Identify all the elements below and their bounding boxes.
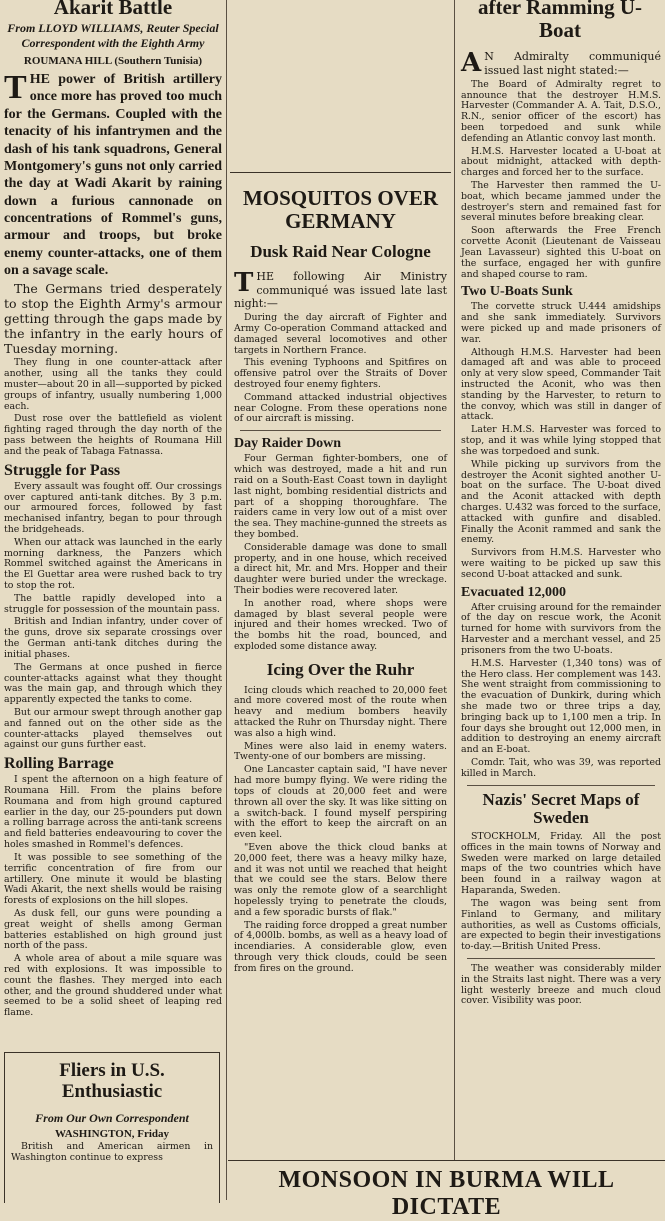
paragraph: As dusk fell, our guns were pounding a great weight of shells among German batteries established on high ground just north of the pass. xyxy=(4,907,222,952)
paragraph: During the day aircraft of Fighter and Army Co-operation Command attacked and damaged several locomotives and other targets in Northern France. xyxy=(234,312,447,356)
paragraph: Command attacked industrial objectives near Cologne. From these operations none of our aircraft is missing. xyxy=(234,391,447,425)
paragraph: The Germans tried desperately to stop the Eighth Army's armour getting through the gaps made by the infantry in the early hours of Tuesday morning. xyxy=(4,281,222,357)
paragraph: After cruising around for the remainder of the day on rescue work, the Aconit turned for home with survivors from the Harvester and a merchant vessel, and 25 prisoners from the two U-boats. xyxy=(461,601,661,656)
paragraph: "Even above the thick cloud banks at 20,000 feet, there was a heavy milky haze, and it was not until we reached that height that we could see the stars. Below there was only the remote glow of a searchlight hopelessly trying to penetrate the clouds, and a few sporadic bursts of flak." xyxy=(234,841,447,918)
divider xyxy=(467,958,655,959)
dateline: WASHINGTON, Friday xyxy=(54,1127,170,1140)
subhead-day-raider: Day Raider Down xyxy=(234,436,342,452)
paragraph: British and American airmen in Washington continue to express xyxy=(11,1140,213,1163)
paragraph: I spent the afternoon on a high feature of Roumana Hill. From the plains before Roumana and from high ground captured earlier in the day, our 25-pounders put down a rolling barrage across the anti-tank screens and field batteries endeavouring to cover the holes smashed in Rommel's defences. xyxy=(4,774,222,851)
paragraph: Mines were also laid in enemy waters. Twenty-one of our bombers are missing. xyxy=(234,740,447,763)
paragraph: The Harvester then rammed the U-boat, which became jammed under the destroyer's stern and remained fast for several minutes before breaking clear. xyxy=(461,180,661,224)
paragraph: The weather was considerably milder in the Straits last night. There was a very light westerly breeze and much cloud cover. Visibility was poor. xyxy=(461,962,661,1007)
paragraph: They flung in one counter-attack after another, using all the tanks they could muster—about 20 in all—supported by picked groups of infantry, usually numbering 1,000 each. xyxy=(4,357,222,412)
byline: From LLOYD WILLIAMS, Reuter Special Correspondent with the Eighth Army xyxy=(7,21,219,51)
paragraph: The Board of Admiralty regret to announce that the destroyer H.M.S. Harvester (Commander A. A. Tait, D.S.O., R.N., senior officer of the escort) has been torpedoed and sunk while defending an Atlantic convoy last month. xyxy=(461,78,661,144)
subhead-rolling-barrage: Rolling Barrage xyxy=(4,755,114,773)
headline-mosquitos: MOSQUITOS OVER GERMANY xyxy=(242,186,439,234)
headline-secret-maps: Nazis' Secret Maps of Sweden xyxy=(482,789,640,828)
headline-icing: Icing Over the Ruhr xyxy=(266,659,415,679)
paragraph: The Germans at once pushed in fierce counter-attacks against what they thought was the main gap, and through which they apparently expected the tanks to come. xyxy=(4,661,222,706)
spillover-area xyxy=(228,0,453,172)
paragraph: Every assault was fought off. Our crossings over captured anti-tank ditches. By 3 p.m. our armoured forces, followed by fast mechanised infantry, began to pour through the bridgeheads. xyxy=(4,480,222,535)
paragraph: In another road, where shops were damaged by blast several people were injured and their homes wrecked. Two of the bombs hit the road, bounced, and exploded some distance away. xyxy=(234,597,447,653)
lead-paragraph: THE following Air Ministry communiqué was issued late last night:— xyxy=(234,267,447,311)
paragraph: The raiding force dropped a great number of 4,000lb. bombs, as well as a heavy load of incendiaries. A considerable glow, even through very thick clouds, could be seen from fires on the ground. xyxy=(234,919,447,974)
paragraph: Four German fighter-bombers, one of which was destroyed, made a hit and run raid on a South-East Coast town in daylight last night, bombing residential districts and part of a shopping thoroughfare. The raiders came in very low out of a mist over the sea. They machine-gunned the streets as they bombed. xyxy=(234,453,447,540)
subhead-dusk-raid: Dusk Raid Near Cologne xyxy=(250,242,431,262)
paragraph: This evening Typhoons and Spitfires on offensive patrol over the Straits of Dover destroyed four enemy fighters. xyxy=(234,357,447,390)
column-u-boat xyxy=(455,0,665,1200)
paragraph: Although H.M.S. Harvester had been damaged aft and was able to proceed only at very slow speed, Commander Tait instructed the Aconit, who was then standing by the Harvester, to return to the convoy, which was still in danger of attack. xyxy=(461,346,661,423)
lead-paragraph: THE power of British artillery once more has proved too much for the Germans. Coupled with the tenacity of his infantrymen and the dash of his tank squadrons, General Montgomery's guns not only carried the day at Wadi Akarit by raining down a furious cannonade on concentrations of Rommel's guns, armour and troops, but broke enemy counter-attacks, one of them on a savage scale. xyxy=(4,69,222,279)
divider xyxy=(240,430,441,431)
bottom-headline-bar xyxy=(228,1160,665,1220)
paragraph: British and Indian infantry, under cover of the guns, drove six separate crossings over the German anti-tank ditches during the initial phases. xyxy=(4,616,222,660)
paragraph: A whole area of about a mile square was red with explosions. It was impossible to count the flashes. They merged into each other, and the ground shuddered under what seemed to be a solid sheet of leaping red flame. xyxy=(4,953,222,1019)
divider xyxy=(467,785,655,786)
headline-monsoon: MONSOON IN BURMA WILL DICTATE xyxy=(278,1167,615,1220)
paragraph: Comdr. Tait, who was 39, was reported killed in March. xyxy=(461,757,661,779)
drop-cap: T xyxy=(234,267,254,298)
column-rule xyxy=(226,0,227,1200)
dateline: ROUMANA HILL (Southern Tunisia) xyxy=(23,55,203,68)
lead-paragraph: A N Admiralty communiqué issued last night stated:— xyxy=(461,48,661,79)
paragraph: The wagon was being sent from Finland to Germany, and military authorities, as well as Customs officials, are expected to begin their investigations to-day.—British United Press. xyxy=(461,897,661,953)
box-rule xyxy=(230,172,451,173)
headline-fliers: Fliers in U.S. Enthusiastic xyxy=(59,1060,165,1102)
paragraph: Considerable damage was done to small property, and in one house, which received a direct hit, Mr. and Mrs. Hopper and their daughter were buried under the wreckage. Their bodies were recovered later. xyxy=(234,541,447,596)
headline-akarit-battle: Akarit Battle xyxy=(53,0,173,19)
paragraph: The battle rapidly developed into a struggle for possession of the mountain pass. xyxy=(4,592,222,615)
subhead-evacuated: Evacuated 12,000 xyxy=(461,584,566,600)
paragraph: While picking up survivors from the destroyer the Aconit sighted another U-boat on the surface. The U-boat dived and the Aconit attacked with depth charges. U.432 was forced to the surface, attacked with gunfire and disabled. Finally the Aconit rammed and sank the enemy. xyxy=(461,458,661,546)
paragraph: When our attack was launched in the early morning darkness, the Panzers which Rommel switched against the Americans in the El Guettar area were rushed back to try to stop the rot. xyxy=(4,536,222,592)
byline: From Our Own Correspondent xyxy=(35,1110,189,1125)
column-akarit-battle xyxy=(0,0,226,1200)
paragraph: Dust rose over the battlefield as violent fighting raged through the day north of the pass between the heights of Roumana Hill and the peak of Tabaga Fatnassa. xyxy=(4,413,222,457)
paragraph: Later H.M.S. Harvester was forced to stop, and it was while lying stopped that she was torpedoed and sunk. xyxy=(461,424,661,457)
paragraph: Survivors from H.M.S. Harvester who were waiting to be picked up saw this second U-boat attacked and sunk. xyxy=(461,547,661,580)
subhead-struggle-for-pass: Struggle for Pass xyxy=(4,461,121,479)
paragraph: Soon afterwards the Free French corvette Aconit (Lieutenant de Vaisseau Jean Lavasseur) sighted this U-boat on the surface, engaged her with gunfire and shaped course to ram. xyxy=(461,225,661,280)
drop-cap: T xyxy=(4,69,27,107)
paragraph: The corvette struck U.444 amidships and she sank immediately. Survivors were picked up and made prisoners of war. xyxy=(461,301,661,345)
paragraph: STOCKHOLM, Friday. All the post offices in the main towns of Norway and Sweden were marked on large detailed maps of the two countries which have been found in a railway wagon at Haparanda, Sweden. xyxy=(461,831,661,897)
fliers-article-box xyxy=(4,1052,220,1203)
paragraph: One Lancaster captain said, "I have never had more bumpy flying. We were riding the tops of clouds at 20,000 feet and were thrown all over the sky. It was like sitting on a switch-back. I found myself perspiring with the effort to keep the aircraft on an even keel. xyxy=(234,764,447,841)
paragraph: H.M.S. Harvester (1,340 tons) was of the Hero class. Her complement was 143. She went straight from commissioning to the evacuation of Dunkirk, during which she made two or three trips a day, bringing back up to 1,100 men a trip. In four days she brought out 12,000 men, in addition to destroying an enemy aircraft and an E-boat. xyxy=(461,657,661,756)
headline-ramming: after Ramming U-Boat xyxy=(477,0,643,43)
paragraph: But our armour swept through another gap and fanned out on the other side as the counter-attacks played themselves out against our guns further east. xyxy=(4,706,222,751)
paragraph: H.M.S. Harvester located a U-boat at about midnight, attacked with depth-charges and forced her to the surface. xyxy=(461,145,661,179)
paragraph: It was possible to see something of the terrific concentration of fire from our artillery. One minute it would be blasting Wadi Akarit, the next shells would be raising forests of explosions on the hill slopes. xyxy=(4,851,222,907)
column-mosquitos xyxy=(228,0,453,1200)
drop-cap: A xyxy=(461,48,482,79)
subhead-two-u-boats: Two U-Boats Sunk xyxy=(461,284,573,300)
paragraph: Icing clouds which reached to 20,000 feet and more covered most of the route when heavy and medium bombers heavily attacked the Ruhr on Thursday night. There was also a high wind. xyxy=(234,684,447,739)
